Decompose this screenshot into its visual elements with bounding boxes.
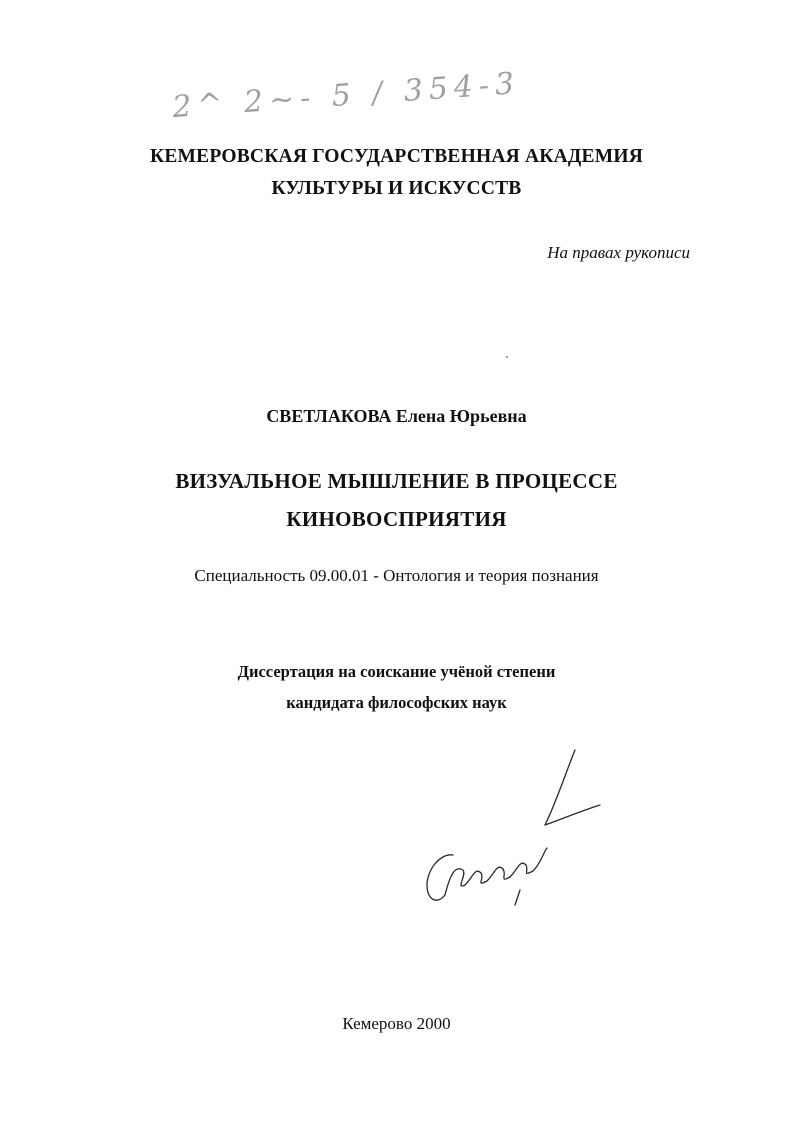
degree-line-2: кандидата философских наук [286,693,507,712]
signature-stroke [445,848,547,895]
signature-stroke [515,890,520,905]
signature-stroke [545,750,575,825]
author-signature [415,745,615,915]
handwritten-note-text: 2^ 2~- 5 / 354-3 [171,65,522,126]
signature-stroke [427,855,453,900]
scan-speck [506,356,508,358]
specialty-line: Специальность 09.00.01 - Онтология и теория познания [194,566,599,585]
dissertation-title-line-1: ВИЗУАЛЬНОЕ МЫШЛЕНИЕ В ПРОЦЕССЕ [175,469,618,493]
handwritten-archive-number [171,65,552,128]
degree-line-1: Диссертация на соискание учёной степени [237,662,556,681]
author-name: СВЕТЛАКОВА Елена Юрьевна [266,406,527,426]
city-and-year: Кемерово 2000 [342,1014,451,1033]
manuscript-rights-note: На правах рукописи [547,243,690,262]
institution-name-line-2: КУЛЬТУРЫ И ИСКУССТВ [271,178,522,199]
dissertation-title-line-2: КИНОВОСПРИЯТИЯ [286,507,507,531]
institution-name-line-1: КЕМЕРОВСКАЯ ГОСУДАРСТВЕННАЯ АКАДЕМИЯ [150,146,643,167]
